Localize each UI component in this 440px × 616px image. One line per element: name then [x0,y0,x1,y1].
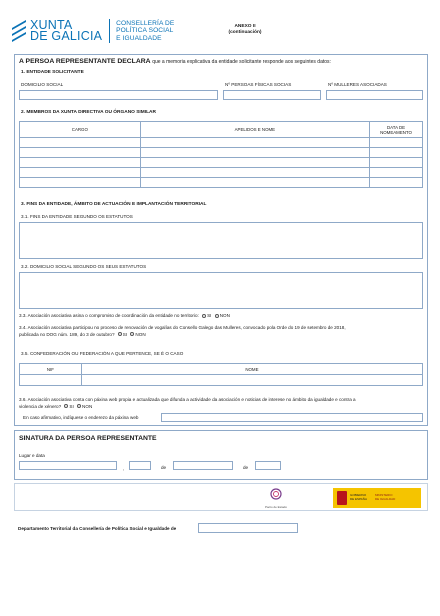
signature-section: SINATURA DA PERSOA REPRESENTANTE Lugar e data , de de [14,430,428,480]
persoas-field[interactable] [223,90,321,100]
section-3-title: 3. FINS DA ENTIDADE, ÁMBITO DE ACTUACIÓN E IMPLANTACIÓN TERRITORIAL [21,202,207,207]
department-footer-label: Departamento Territorial da Consellería de Política Social e Igualdade de [18,526,177,531]
confederacion-table [19,363,423,386]
mulleres-label: Nº MULLERES ASOCIADAS [328,82,387,87]
col-cargo: CARGO [20,122,141,138]
q36-si-radio[interactable] [64,404,68,408]
year-field[interactable] [255,461,281,470]
logos-section [14,483,428,511]
col-nif: NIF [20,364,82,375]
xunta-logo [12,19,174,43]
domicilio-field[interactable] [19,90,218,100]
department-field[interactable] [198,523,298,533]
domicilio-estatutos-label: 3.2. DOMICILIO SOCIAL SEGUNDO OS SEUS ESTATUTOS [21,264,147,269]
web-field[interactable] [161,413,423,422]
board-table [19,121,423,188]
fins-textarea[interactable] [19,222,423,259]
lugar-field[interactable] [19,461,117,470]
table-row [20,168,423,178]
department-name: CONSELLERÍA DE POLÍTICA SOCIAL E IGUALDADE [116,20,175,42]
table-row [20,148,423,158]
q36-non-radio[interactable] [77,404,81,408]
col-nome: NOME [81,364,422,375]
persoas-label: Nº PERSOAS FÍSICAS SOCIAS [225,82,292,87]
q33-non-radio[interactable] [215,314,219,318]
q34-non-radio[interactable] [130,332,134,336]
mulleres-field[interactable] [326,90,423,100]
anexo-title: ANEXO II (continuación) [228,24,262,35]
xunta-wordmark: XUNTA DE GALICIA [30,18,103,43]
declaration-section [14,54,428,426]
section-1-title: 1. ENTIDADE SOLICITANTE [21,70,84,75]
xunta-flag-icon [12,21,26,41]
fins-label: 3.1. FINS DA ENTIDADE SEGUNDO OS ESTATUTOS [21,214,133,219]
pacto-estado-logo: Pacto de Estado [265,487,287,509]
q33-si-radio[interactable] [202,314,206,318]
q34-text: 3.4. Asociación asociativa participou no proceso de renovación de vogalías do Consello Galego das Mulleres, convocado pola Orde do 19 de setembro de 2018, publicada no DOG núm. 189, do 3 de outubro? SI NON [19,325,346,337]
domicilio-estatutos-textarea[interactable] [19,272,423,309]
section-2-title: 2. MEMBROS DA XUNTA DIRECTIVA OU ÓRGANO SIMILAR [21,110,156,115]
table-row [20,138,423,148]
table-row [20,158,423,168]
q33-text: 3.3. Asociación asociativa asina o compromiso de coordinación da entidade no territorio: SI NON [19,313,230,318]
confederacion-label: 3.5. CONFEDERACIÓN OU FEDERACIÓN A QUE PERTENCE, SE É O CASO [21,351,184,356]
q34-si-radio[interactable] [118,332,122,336]
domicilio-label: DOMICILIO SOCIAL [21,82,64,87]
q36-text: 3.6. Asociación asociativa conta con páxina web propia e actualizada que difunda a actividade da asociación e noticias de interese no ámbito da igualdade e contra a violencia de xénero? SI NON [19,397,356,409]
gobierno-ministerio-logo: GOBIERNO DE ESPAÑA MINISTERIO DE IGUALDAD [333,488,421,508]
table-row [20,375,423,386]
month-field[interactable] [173,461,233,470]
col-data-nomeamento: DATA DE NOMEAMENTO [370,122,423,138]
lugar-data-label: Lugar e data [19,453,45,458]
declaration-title: A PERSOA REPRESENTANTE DECLARA que a memoria explicativa da entidade solicitante responde aos seguintes datos: [19,58,331,65]
pacto-estado-icon [270,488,282,500]
spain-shield-icon [337,491,347,505]
signature-title: SINATURA DA PERSOA REPRESENTANTE [19,435,157,442]
day-field[interactable] [129,461,151,470]
table-row [20,178,423,188]
col-apelidos-nome: APELIDOS E NOME [140,122,369,138]
web-label: En caso afirmativo, indíquese o enderezo da páxina web [23,415,139,420]
